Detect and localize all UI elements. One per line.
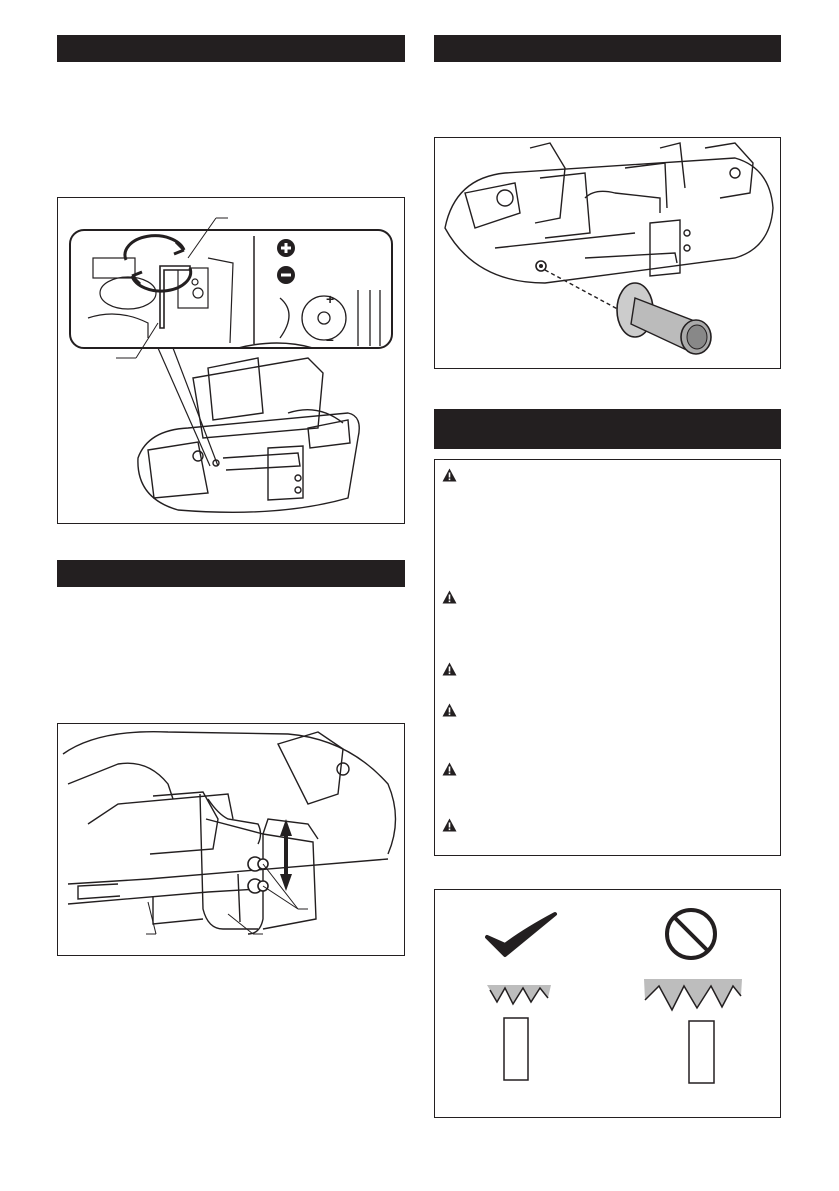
check-mark-icon (487, 914, 555, 955)
svg-text:+: + (326, 291, 335, 307)
section-header-bar-3 (434, 35, 781, 62)
figure-2-guide-plate-adjustment (57, 723, 405, 956)
figure-4-blade-teeth-comparison (434, 889, 781, 1118)
warning-triangle-icon (442, 762, 457, 776)
section-header-bar-4 (434, 409, 781, 449)
figure-4-illustration (435, 890, 779, 1116)
warnings-box (434, 459, 781, 856)
warning-triangle-icon (442, 662, 457, 676)
prohibited-icon (667, 910, 715, 958)
figure-1-illustration (58, 198, 403, 522)
figure-3-handle-installation (434, 137, 781, 369)
warning-triangle-icon (442, 468, 457, 482)
warning-triangle-icon (442, 818, 457, 832)
section-header-bar-2 (57, 560, 405, 587)
handle-icon (617, 283, 711, 354)
warning-triangle-icon (442, 703, 457, 717)
section-header-bar-1 (57, 35, 405, 62)
warning-triangle-icon (442, 590, 457, 604)
figure-2-illustration (58, 724, 403, 954)
figure-3-illustration (435, 138, 779, 367)
figure-1-hex-wrench-adjustment (57, 197, 405, 524)
svg-text:–: – (326, 331, 334, 347)
minus-circle-icon (277, 266, 295, 284)
plus-circle-icon (277, 239, 295, 257)
